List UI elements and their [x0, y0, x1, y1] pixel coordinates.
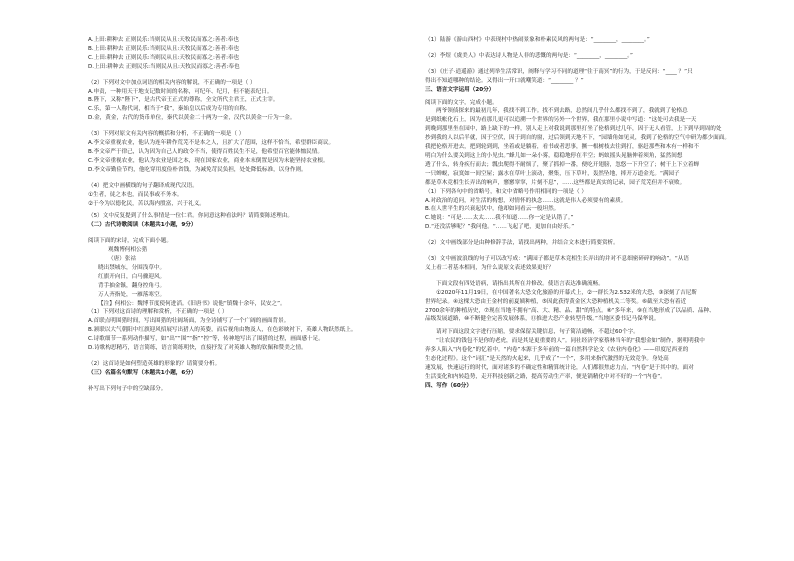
section-writing-title: 四、写作（60分） [425, 382, 472, 389]
question-3-option-a: A.李文帝重视农业，他认为连年耕作荒芜不是本之人，且扩大了范围，这样不恰当，希望群臣商议。 [88, 140, 335, 147]
language-q1-option-a: A.对政治的追问，对生活的构想，对情怀的执念……这就是伟人必须要有的素质。 [425, 197, 627, 204]
question-4-item-2: ②于今为以德化民，苦以海内殷富，兴于礼义。 [88, 200, 205, 207]
section-2-title: （二）古代诗歌阅读（本题共1小题，9分） [88, 222, 197, 229]
question-7: （2）这首诗是如何塑造英雄的形象的？请简要分析。 [88, 361, 221, 367]
paragraph-2-intro: 下面文段有四处语病，请指出其所在并修改。使语言表达准确流畅。 [436, 280, 604, 287]
poem-author: （唐）张祜 [108, 256, 136, 263]
language-q1-option-b: B.在人世平生的兴衰起伏中，他却如同看云一般坦然。 [425, 206, 560, 213]
paragraph-3-line: 奔多人陷入“内卷化”的忆着中。“内卷”本源于多年前的一篇自然科学论文《农业内卷化》——印度尼西亚的 [425, 347, 689, 354]
question-3-option-c: C.李文帝重视农业，他认为农业是国之本，现在国家农业，商业本末倒置是因为未能坚持农业根。 [88, 157, 329, 164]
paragraph-3-line: 生活变化和内转趋势，走开科技创新之路，提高劳动生产率，便是锅精化中对不好的一个“内卷”。 [425, 373, 666, 380]
option-b: B.上田:耕种去 正则民乐:当则民从且:天牧民而寡之:善者:奉也 [88, 45, 240, 52]
poem-line-1: 晓出禁城东，分围浅草中。 [98, 264, 166, 271]
paragraph-2-line: 2700余年的种植历史，⑦现在当地不拥有“高、大、精、品、甜”的特点。⑧“多年来，⑨在当地形成了以品质、品种、 [425, 307, 715, 314]
option-a: A.上田:耕种去 正则民乐:当则民从且:天牧民而寡之:善者:奉也 [88, 37, 239, 43]
paragraph-3-line: 速发展，快速运行的时代，面对诸多的不确定性和精算统计论，人们都很焦虑力点，“内卷”是于其中的。面对 [425, 365, 694, 371]
language-q1-stem: （1）下列各句中的省略号，和文中省略号作用相同的一项是（ ） [425, 188, 587, 195]
option-c: C.上田:耕种去 正则民乐:当则民从且:天牧民而寡之:善者:奉也 [88, 54, 240, 61]
poem-block [88, 246, 402, 308]
poem-line-4: 万人齐指处，一雁落寒空。 [98, 291, 166, 298]
question-2-option-b: B.陛下，又称“陛下”，是古代帝王正式的尊称，全文所代主君王，正式主宰。 [88, 97, 279, 104]
question-3-option-b: B.李文帝严于律己，认为因为自己人的政令不当，使得百姓民生不足，他希望百官能体恤民情。 [88, 148, 323, 155]
paragraph-3-line: 生态化过程》。这个“词汇”是天然的火起来，几乎成了“一个”，多用来指代激烈的无效竞争。身处高 [425, 356, 669, 363]
passage-line: 抄到我的人以后半就，因于空伏，因于到自的窗，过后领到天地不下，“园墙角如见灵，我到了伦格的空气中研为都少面面。 [425, 135, 730, 142]
right-column [425, 36, 741, 391]
language-q1-option-d: D.“还没活够呢？”我问他。“……飞起了吧，更加自由好乐。” [425, 224, 575, 231]
fill-blank-2: （2）李煜《虞美人》中表达诗人物是人非的悲慨的两句是：“________，________。” [425, 52, 633, 59]
question-3-stem: （3）下列对原文有关内容的概括和分析，不正确的一项是（ ） [88, 131, 245, 138]
language-q3b: 义上看二者基本相同，为什么说原文表述效果更好？ [425, 264, 554, 271]
question-4-item-1: ①生者，徒之本也，而民事或不务本。 [88, 191, 183, 198]
fill-blank-3b: 得出不知道哪种的结论。又得出一开口就嘲笑道：“________ ？” [425, 77, 584, 84]
poem-note: 【注】何相公：魏博节度使何进滔。《旧唐书》说他“镇魏十余年，民安之”。 [98, 300, 286, 307]
section-language-title: 三、语言文字运用（20分） [425, 86, 495, 93]
poem-intro: 阅读下面的宋诗，完成下面小题。 [88, 238, 172, 245]
question-6-option-d: D.诗歌构思精巧，语言简练，语言简练明快，直接抒发了对英雄人物的钦佩和赞美之情。 [88, 345, 307, 352]
poem-line-3: 背手抽金镞，翻身控角弓。 [98, 282, 166, 289]
left-column [88, 36, 402, 394]
fill-blank-3a: （3）《庄子·逍遥游》通过列举生活常识，阐释与学习不同的道理“往于南冥”的行为，于是反问：“____ ？”只 [425, 68, 693, 75]
paragraph-3-intro: 请对下面这段文字进行压缩，要求保留关键信息，句子简洁通畅，不超过60个字。 [436, 329, 639, 336]
language-q2: （2）文中画线部分是由种修辞手法，请找出两种，并结合文本进行简要赏析。 [425, 240, 619, 247]
language-q3: （3）文中画波浪线的句子可以改写成：“满园子都是草木竞相生长弄出的并对不息细密碎碎的响动”。“从语 [425, 256, 689, 263]
passage-line: 透了什么，转身疾行而去；瓢虫爬得不耐烦了，聚了抓掉一番，便吃开翅膀，忽悠一下升空了；树干上下立着蝉 [425, 161, 700, 168]
passage-line: 两爷领侦探来的最初几年，我找不到工作。找不到去路，总然间几乎什么都找不到了，我就到了伦格总 [436, 108, 688, 115]
passage-line: 是到纸帐化石上，因为看那儿更可以追溯一个世界的另外一个世界，我在那里小说中写道：“这处可去我是一天 [425, 117, 697, 124]
question-6-option-c: C.诗歌细节一系列动作描写，如“出”“围”“指”“控”等，传神地写出了围猎的过程，画面感十足。 [88, 336, 324, 343]
paragraph-3-line: “让农民的钱包不是你的老虎，而是其是更重要的人”。同社经济学家蔡林当年的“我想金如”制作，据明明我中 [436, 338, 705, 345]
passage-line: 一只蝉蜕，寂寞如一间空屋；露水在草叶上滚动，聚集，压下草叶，轰然坠地，摔开万道金光。“满园子 [425, 170, 680, 177]
question-6-option-a: A.首联点明围猎时间，写出围猎的壮阔场面，为全诗铺写了一个广阔的画面背景。 [88, 318, 290, 325]
poem-title: 观魏博何相公猎 [108, 247, 148, 254]
option-d: D.上田:耕种去 正则民乐:当则民从且:天牧民而寡之:善者:奉也 [88, 63, 240, 70]
section-3-title: （三）名篇名句默写（本题共1小题，6分） [88, 369, 197, 376]
passage-line: 我把伦格开进去，把到轮到到，坐着或是躺着，看书或者思事，撅一根树枝去往到打，驱赶那些和木有一样和不 [425, 144, 700, 151]
passage-line: 到晚到那里坐在园中，路上缺下的一样，别人走上对我说到那里打坐了伦格到过几年，因于无人看管，上下到早到周的处 [425, 126, 722, 133]
passage-intro: 阅读下面的文字，完成小题。 [425, 99, 498, 106]
question-2-option-d: D.金，黄金，古代的货币单位，秦代以黄金二十两为一金，汉代以黄金一斤为一金。 [88, 115, 296, 122]
section-3-intro: 补写出下列句子中的空缺部分。 [88, 385, 167, 392]
language-q1-option-c: C.她说：“可是……太太……我不知道……你一定是认错了。” [425, 215, 574, 222]
question-3-option-d: D.李文帝勤俭节约，他吃穿用度俭朴省钱，为减免苛民负担，处处降低标准，以身作则。 [88, 166, 307, 173]
question-2-option-a: A.申责，一种用天干地支记数时间的名称，可纪年、纪月，但不能表纪日。 [88, 88, 273, 95]
passage-line: 明白为什么要关到这上的小见虫。”蜂儿如一朵小雾，稳稳地停在半空；蚂蚁摇头晃脑伸着须角，猛然间想 [425, 152, 683, 159]
passage-line: 都是草木竞相生长弄出的响声，窸窸窣窣，片刻不息”，……这些都是真实的记录，园子荒芜但并不衰败。 [425, 179, 686, 186]
paragraph-2-line: ①2020年11月19日，在中国著名大恐文化旅游的开幕式上，②一群长为2.532米的大恐，③深刻了吉尼斯 [436, 289, 697, 296]
question-2-stem: （2）下列对文中加点词语的相关内容的解说，不正确的一项是（ ） [88, 79, 256, 86]
question-2-option-c: C.乐，第一人称代词，相当于“我”，秦始皇以后成为专用的自称。 [88, 106, 251, 113]
poem-line-2: 红旗开向日，白马骤迎风。 [98, 273, 166, 280]
question-5: （5）文中反复提到了什么事情是一位仁君。你同意这种看法吗？请简要陈述理由。 [88, 213, 293, 220]
paragraph-2-line: 品级发展道路，⑩不断健全完善发展体系，⑪推进大恐产业转型升级。”当地区委书记马保华说。 [425, 316, 660, 323]
question-6-option-b: B.颔联以大气朝阳中红旗迎风招展写出猎人的英姿，而后视角由物及人，在色彩映衬下，英雄人物跃然纸上。 [88, 327, 357, 334]
question-6-stem: （1）下列对这首诗的理解和赏析，不正确的一项是（ ） [88, 309, 228, 316]
question-4-stem: （4）把文中画横线的句子翻译成现代汉语。 [88, 182, 198, 189]
fill-blank-1: （1）陆游《游山西村》中表现村中热闹景象和朴素民风的两句是：“________，________。” [425, 37, 650, 43]
paragraph-2-line: 世界纪录。④这棵大恐由王金村的前夏姨种植，⑤因此获得黄金区大恐种植机关二等奖。⑥截至大恐有着近 [425, 298, 687, 305]
